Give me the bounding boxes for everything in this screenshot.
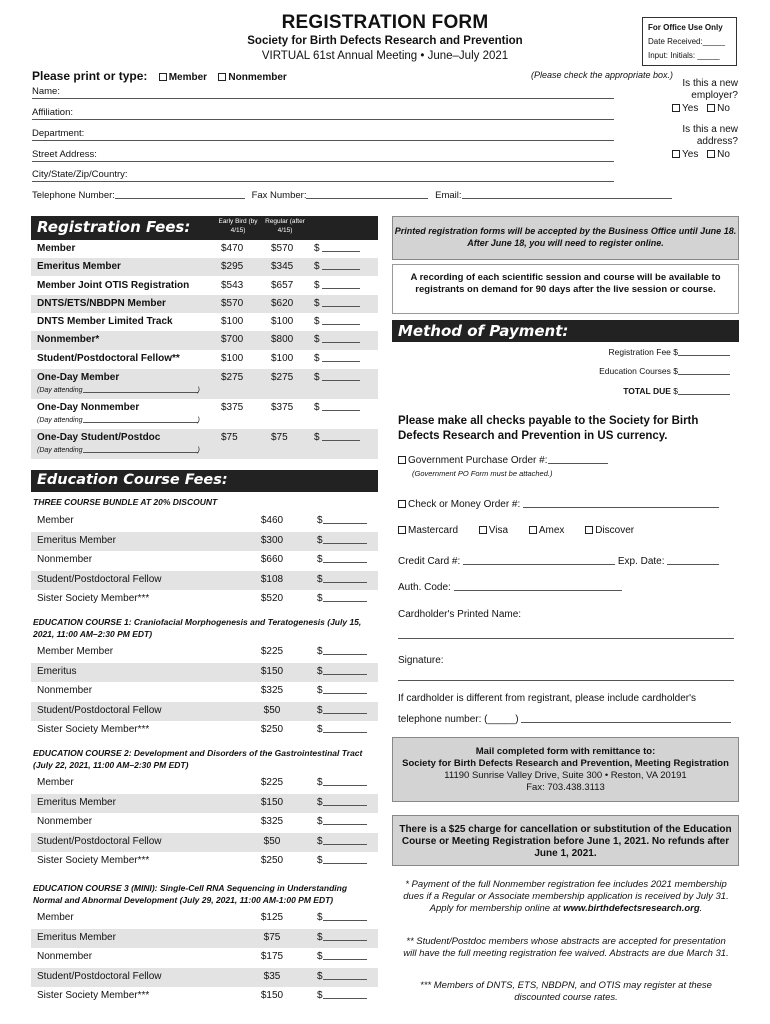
fax-label: Fax Number: [251,190,307,201]
course-category-label: Student/Postdoctoral Fellow [37,573,162,585]
checkbox-icon [672,104,680,112]
education-courses-input[interactable] [678,367,730,375]
bundle-title: THREE COURSE BUNDLE AT 20% DISCOUNT [33,497,218,507]
course-category-label: Nonmember [37,816,93,828]
member-type-selector [32,69,674,83]
auth-code-input[interactable] [454,582,622,591]
education-fee-row [31,774,378,793]
education-fee-row [31,813,378,832]
mail-to-address: 11190 Sunrise Valley Drive, Suite 300 • Reston, VA 20191 [444,770,687,781]
course-amount-field[interactable]: $ [317,666,367,677]
yes-label: Yes [682,103,699,114]
education-fee-row [31,909,378,928]
new-employer-no[interactable] [707,103,730,114]
course-category-label: Emeritus Member [37,534,116,546]
day-attending-field[interactable]: (Day attending ) [37,387,200,394]
registration-fees-title: Registration Fees: [37,218,191,236]
early-bird-price: $375 [221,402,244,413]
course-price: $225 [260,646,284,657]
course-price: $250 [260,855,284,867]
mail-to-box [392,737,739,802]
new-employer-options [672,103,730,114]
member-checkbox[interactable] [159,72,207,83]
fee-category-label: Student/Postdoctoral Fellow** [37,353,180,364]
checkbox-icon [218,73,226,81]
discover-checkbox[interactable] [585,525,634,536]
course-category-label: Nonmember [37,951,93,963]
cardholder-phone-label: telephone number: (_____) [398,714,519,725]
contact-line [32,190,732,201]
website-link[interactable]: www.birthdefectsresearch.org [563,903,700,914]
registration-fee-row [31,313,378,331]
course-price: $108 [260,573,284,585]
course-price: $150 [260,796,284,808]
checkbox-icon [398,526,406,534]
course-price: $325 [260,816,284,828]
course-category-label: Sister Society Member*** [37,724,150,736]
checkbox-icon [479,526,487,534]
regular-column-header: Regular (after 4/15) [265,218,305,234]
total-due: TOTAL DUE $ [560,386,730,396]
course-amount-field[interactable]: $ [317,836,367,847]
telephone-label: Telephone Number: [32,190,115,201]
street-address-label: Street Address: [32,149,97,160]
regular-price: $800 [271,334,294,345]
government-po-label: Government Purchase Order #: [408,455,548,466]
checkbox-icon [707,104,715,112]
checkbox-icon [159,73,167,81]
office-use-heading: For Office Use Only [648,23,723,32]
fee-amount-field[interactable] [314,298,360,309]
mastercard-checkbox[interactable] [398,525,458,536]
early-bird-price: $570 [221,298,244,309]
fee-amount-field[interactable] [314,353,360,364]
date-received-label: Date Received:_____ [648,37,725,46]
registration-fee-label: Registration Fee [608,347,671,357]
course-amount-field[interactable]: $ [317,554,367,565]
discover-label: Discover [595,525,635,536]
regular-price: $100 [271,316,294,327]
early-bird-price: $100 [221,316,244,327]
education-fee-row [31,987,378,1006]
course-price: $75 [263,931,281,943]
regular-price: $275 [271,372,294,383]
course-amount-field[interactable]: $ [317,855,367,866]
new-address-question: Is this a new address? [682,124,738,147]
early-bird-price: $100 [221,353,244,364]
registration-fee-row [31,350,378,369]
nonmember-footnote-text: * Payment of the full Nonmember registration fee includes 2021 membership dues if a Regular or Associate membership application is received by July 31. Apply for membership online at [403,879,729,914]
course-amount-field[interactable]: $ [317,705,367,716]
checkbox-icon [398,500,406,508]
registration-fee-total: Registration Fee $ [560,347,730,357]
fee-amount-field[interactable] [314,316,360,327]
new-employer-yes[interactable] [672,103,698,114]
course-category-label: Nonmember [37,554,93,566]
early-bird-price: $75 [221,432,238,443]
course-amount-field[interactable]: $ [317,912,367,923]
dollar-sign: $ [314,402,320,413]
education-fee-row [31,702,378,721]
early-bird-price: $295 [221,261,244,272]
day-attending-field[interactable]: (Day attending ) [37,417,200,424]
registration-fee-input[interactable] [678,348,730,356]
course-amount-field[interactable]: $ [317,535,367,546]
education-fee-row [31,643,378,662]
affiliation-field[interactable] [32,107,614,120]
regular-price: $657 [271,280,294,291]
registration-fee-row [31,295,378,313]
education-fee-row [31,968,378,987]
dollar-sign: $ [314,261,320,272]
education-courses-total: Education Courses $ [560,366,730,376]
education-fee-row [31,948,378,967]
city-state-zip-field[interactable] [32,169,614,182]
city-state-zip-label: City/State/Zip/Country: [32,169,128,180]
regular-price: $570 [271,243,294,254]
name-field[interactable] [32,86,614,99]
education-fee-row [31,833,378,852]
education-courses-label: Education Courses [599,366,671,376]
course-price: $50 [263,835,281,847]
dollar-sign: $ [314,298,320,309]
check-money-order-option[interactable] [398,499,719,510]
course-amount-field[interactable]: $ [317,593,367,604]
government-po-input[interactable] [548,455,608,464]
fee-category-label: Nonmember* [37,334,100,345]
office-use-box [642,17,737,66]
cardholder-phone-row [398,714,731,725]
early-bird-price: $543 [221,280,244,291]
education-fee-row [31,721,378,740]
education-fee-row [31,551,378,570]
education-fees-title: Education Course Fees: [37,472,228,488]
sister-society-footnote: *** Members of DNTS, ETS, NBDPN, and OTIS may register at these discounted course rates. [420,980,712,1003]
course-category-label: Emeritus Member [37,931,116,943]
affiliation-label: Affiliation: [32,107,74,118]
day-attending-label: (Day attending [37,447,83,454]
course-category-label: Member [37,777,74,788]
government-po-option[interactable] [398,455,608,466]
education-fee-row [31,590,378,609]
dollar-sign: $ [314,316,320,327]
registration-fee-row [31,331,378,350]
fee-amount-field[interactable] [314,402,360,413]
telephone-field[interactable] [115,190,245,199]
course-price: $35 [263,970,281,982]
course-category-label: Sister Society Member*** [37,593,150,605]
early-bird-column-header: Early Bird (by 4/15) [218,218,258,234]
checkbox-icon [529,526,537,534]
regular-price: $100 [271,353,294,364]
registration-fee-row [31,399,378,429]
fee-category-label: Emeritus Member [37,261,121,272]
cardholder-phone-input[interactable] [521,714,731,723]
course2-title: EDUCATION COURSE 2: Development and Disorders of the Gastrointestinal Tract (July 22, 2021, 11:00 AM–2:30 PM EDT) [33,748,363,770]
course-category-label: Student/Postdoctoral Fellow [37,835,162,847]
course-price: $225 [260,777,284,788]
checkbox-icon [672,150,680,158]
fee-category-label: One-Day Member [37,372,120,383]
credit-card-row [398,556,719,567]
fee-category-label: One-Day Nonmember [37,402,140,413]
course-amount-field[interactable]: $ [317,777,367,788]
cardholder-name-label: Cardholder's Printed Name: [398,609,522,620]
course-category-label: Student/Postdoctoral Fellow [37,704,162,716]
fee-amount-field[interactable] [314,372,360,383]
name-label: Name: [32,86,60,97]
signature-input[interactable] [398,680,734,681]
dollar-sign: $ [314,353,320,364]
education-fee-row [31,663,378,682]
auth-code-row [398,582,622,593]
registration-fee-row [31,258,378,276]
checks-payable-note: Please make all checks payable to the Society for Birth Defects Research and Prevention in US currency. [398,415,699,442]
mail-to-fax: Fax: 703.438.3113 [526,782,605,793]
fee-category-label: Member [37,243,76,254]
mail-to-recipient: Society for Birth Defects Research and Prevention, Meeting Registration [402,758,729,769]
amex-label: Amex [538,525,565,536]
education-fee-row [31,532,378,551]
checkbox-icon [707,150,715,158]
course-price: $520 [260,593,284,605]
course-amount-field[interactable]: $ [317,515,367,526]
education-fee-row [31,512,378,531]
nonmember-checkbox-label: Nonmember [228,72,287,83]
checkbox-icon [398,456,406,464]
fee-amount-field[interactable] [314,432,360,443]
government-po-note: (Government PO Form must be attached.) [412,469,553,478]
course-category-label: Emeritus [37,665,77,677]
course-category-label: Student/Postdoctoral Fellow [37,970,162,982]
course-category-label: Sister Society Member*** [37,855,150,867]
department-field[interactable] [32,128,614,141]
total-due-input[interactable] [678,387,730,395]
course-amount-field[interactable]: $ [317,724,367,735]
course-price: $150 [260,990,284,1002]
fee-amount-field[interactable] [314,243,360,254]
email-label: Email: [435,190,462,201]
registration-fee-row [31,277,378,295]
member-checkbox-label: Member [168,72,208,83]
regular-price: $375 [271,402,294,413]
education-fee-row [31,682,378,701]
new-address-yes[interactable] [672,149,698,160]
visa-checkbox[interactable] [479,525,508,536]
early-bird-price: $470 [221,243,244,254]
course-amount-field[interactable]: $ [317,990,367,1001]
day-attending-label: (Day attending [37,387,83,394]
auth-code-label: Auth. Code: [398,582,451,593]
total-due-label: TOTAL DUE [623,386,671,396]
card-type-options [398,525,634,536]
checkbox-icon [585,526,593,534]
mastercard-label: Mastercard [408,525,459,536]
nonmember-checkbox[interactable] [218,72,286,83]
course-amount-field[interactable]: $ [317,951,367,962]
signature-label: Signature: [398,655,444,666]
fax-field[interactable] [306,190,428,199]
new-employer-question: Is this a new employer? [682,78,738,101]
dollar-sign: $ [314,432,320,443]
education-fee-row [31,571,378,590]
registration-fee-row [31,369,378,399]
different-cardholder-note: If cardholder is different from registrant, please include cardholder's [398,693,696,704]
education-fee-row [31,852,378,871]
exp-date-input[interactable] [667,556,719,565]
check-money-order-input[interactable] [523,499,719,508]
credit-card-input[interactable] [463,556,615,565]
day-attending-label: (Day attending [37,417,83,424]
education-fees-header [31,470,378,492]
cancellation-policy: There is a $25 charge for cancellation or substitution of the Education Course or Meeting Registration before June 1, 2021. No refunds after June 1, 2021. [392,815,739,866]
regular-price: $345 [271,261,294,272]
print-type-note: (Please check the appropriate box.) [530,70,674,80]
print-type-label: Please print or type: [32,69,148,83]
meeting-name: VIRTUAL 61st Annual Meeting • June–July 2021 [261,50,509,62]
education-fee-row [31,929,378,948]
nonmember-footnote: * Payment of the full Nonmember registration fee includes 2021 membership dues if a Regular or Associate membership application is received by July 31. Apply for membership online at www.birthdefectsresearch.org. [403,879,729,914]
early-bird-price: $275 [221,372,244,383]
yes-label: Yes [682,149,699,160]
new-address-no[interactable] [707,149,730,160]
email-field[interactable] [462,190,672,199]
early-bird-price: $700 [221,334,244,345]
course-category-label: Member Member [37,646,114,657]
course-price: $325 [260,685,284,697]
course-amount-field[interactable]: $ [317,797,367,808]
fee-category-label: Member Joint OTIS Registration [37,280,190,291]
amex-checkbox[interactable] [529,525,565,536]
payment-method-title: Method of Payment: [398,322,569,340]
dollar-sign: $ [314,280,320,291]
fee-category-label: DNTS/ETS/NBDPN Member [37,298,166,309]
course-amount-field[interactable]: $ [317,685,367,696]
education-fee-row [31,794,378,813]
fee-amount-field[interactable] [314,280,360,291]
course-amount-field[interactable]: $ [317,932,367,943]
course-amount-field[interactable]: $ [317,971,367,982]
course-amount-field[interactable]: $ [317,646,367,657]
course-price: $660 [260,554,284,566]
day-attending-field[interactable]: (Day attending ) [37,447,200,454]
no-label: No [717,149,730,160]
course3-title: EDUCATION COURSE 3 (MINI): Single-Cell RNA Sequencing in Understanding Normal and Abnormal Development (July 29, 2021, 11:00 AM-1:00 PM EDT) [33,883,348,905]
student-footnote: ** Student/Postdoc members whose abstracts are accepted for presentation will have the full meeting registration fee waived. Abstracts are due March 31. [403,936,729,959]
registration-fee-row [31,240,378,258]
course-category-label: Member [37,515,74,526]
course-category-label: Member [37,912,74,923]
no-label: No [717,103,730,114]
course-category-label: Sister Society Member*** [37,990,150,1002]
course-category-label: Emeritus Member [37,796,116,808]
department-label: Department: [32,128,85,139]
registration-fees-header [31,216,378,240]
visa-label: Visa [488,525,509,536]
new-address-options [672,149,730,160]
cardholder-name-input[interactable] [398,638,734,639]
payment-method-header [392,320,739,342]
dollar-sign: $ [314,334,320,345]
course-price: $150 [260,665,284,677]
course-price: $250 [260,724,284,736]
fee-category-label: One-Day Student/Postdoc [37,432,161,443]
registration-fee-row [31,429,378,459]
form-title: REGISTRATION FORM [281,12,489,33]
regular-price: $620 [271,298,294,309]
dollar-sign: $ [314,243,320,254]
dollar-sign: $ [314,372,320,383]
mail-to-heading: Mail completed form with remittance to: [475,746,656,757]
input-initials-label: Input: Initials: _____ [648,51,720,60]
course1-title: EDUCATION COURSE 1: Craniofacial Morphogenesis and Teratogenesis (July 15, 2021, 11:00 AM–2:30 PM EDT) [33,617,362,639]
credit-card-label: Credit Card #: [398,556,461,567]
course-price: $50 [263,704,281,716]
recording-notice: A recording of each scientific session and course will be available to registrants on demand for 90 days after the live session or course. [392,264,739,314]
printed-forms-notice: Printed registration forms will be accepted by the Business Office until June 18. After June 18, you will need to register online. [392,216,739,260]
fee-amount-field[interactable] [314,334,360,345]
society-name: Society for Birth Defects Research and Prevention [247,35,523,47]
course-price: $175 [260,951,284,963]
course-amount-field[interactable]: $ [317,574,367,585]
street-address-field[interactable] [32,149,614,162]
check-money-order-label: Check or Money Order #: [408,499,521,510]
course-price: $300 [260,534,284,546]
regular-price: $75 [271,432,288,443]
course-category-label: Nonmember [37,685,93,697]
fee-category-label: DNTS Member Limited Track [37,316,173,327]
course-price: $125 [260,912,284,923]
fee-amount-field[interactable] [314,261,360,272]
course-price: $460 [260,515,284,526]
exp-date-label: Exp. Date: [617,556,665,567]
course-amount-field[interactable]: $ [317,816,367,827]
